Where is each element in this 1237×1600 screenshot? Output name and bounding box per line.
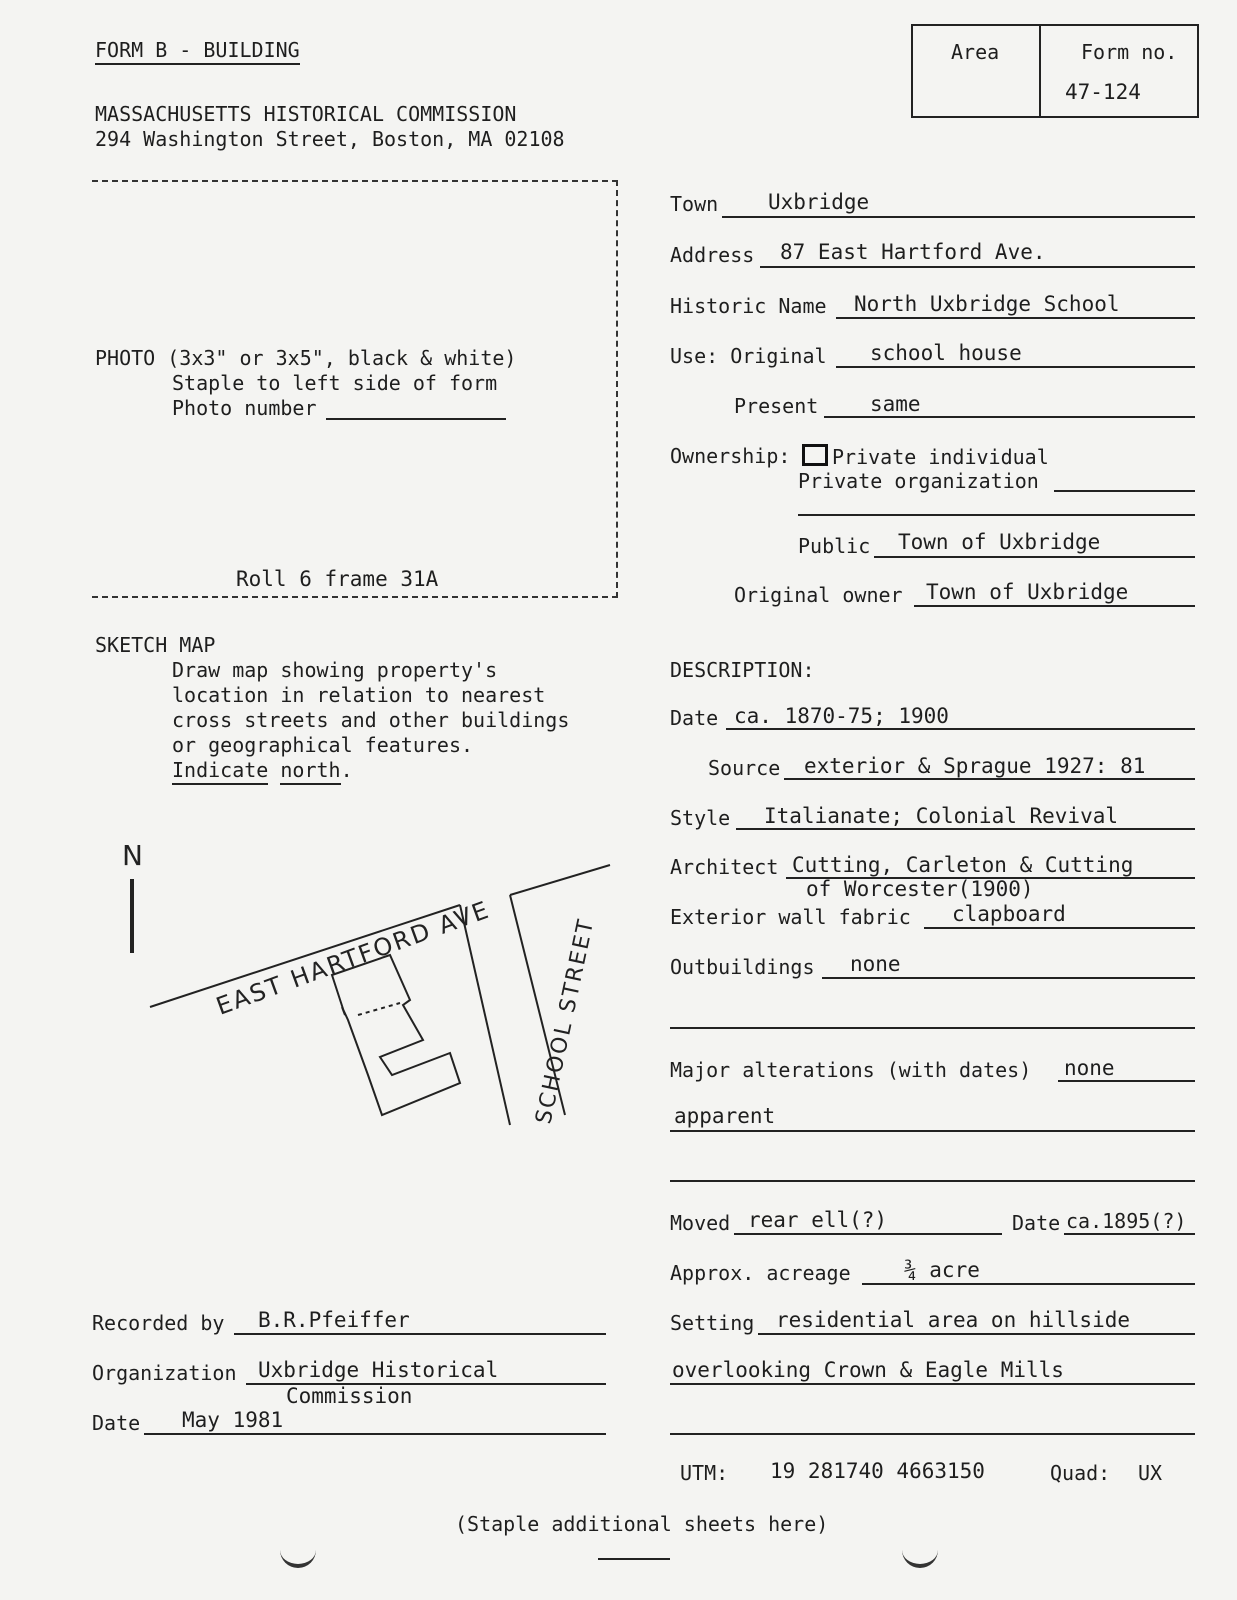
outbuildings-line-2 — [670, 1027, 1195, 1029]
original-owner-value[interactable]: Town of Uxbridge — [926, 580, 1129, 604]
private-individual-label: Private individual — [832, 445, 1049, 469]
utm-label: UTM: — [680, 1461, 729, 1485]
building-footprint — [332, 955, 460, 1115]
moved-date-value[interactable]: ca.1895(?) — [1066, 1209, 1187, 1233]
photo-instructions: PHOTO (3x3" or 3x5", black & white) — [95, 346, 517, 370]
roll-frame-note: Roll 6 frame 31A — [236, 567, 439, 591]
alterations-label: Major alterations (with dates) — [670, 1058, 1032, 1082]
recorder-date-value[interactable]: May 1981 — [182, 1408, 284, 1432]
original-owner-line — [914, 605, 1195, 607]
date-label: Date — [670, 706, 719, 730]
public-label: Public — [798, 534, 871, 558]
outbuildings-line — [822, 977, 1195, 979]
organization-label: Organization — [92, 1361, 237, 1385]
outbuildings-label: Outbuildings — [670, 955, 815, 979]
alterations-value[interactable]: none — [1064, 1056, 1115, 1080]
setting-line-3 — [670, 1433, 1195, 1435]
school-street-label: SCHOOL STREET — [531, 915, 600, 1127]
recorded-by-label: Recorded by — [92, 1311, 225, 1335]
original-owner-label: Original owner — [734, 583, 903, 607]
architect-label: Architect — [670, 855, 779, 879]
form-no-value[interactable]: 47-124 — [1065, 80, 1141, 104]
recorded-by-line — [234, 1333, 606, 1335]
commission-address: 294 Washington Street, Boston, MA 02108 — [95, 127, 565, 151]
public-value[interactable]: Town of Uxbridge — [898, 530, 1101, 554]
school-street-west-edge — [460, 905, 510, 1125]
description-heading: DESCRIPTION: — [670, 658, 815, 682]
present-line — [824, 416, 1195, 418]
photo-staple-note: Staple to left side of form — [172, 371, 498, 395]
source-value[interactable]: exterior & Sprague 1927: 81 — [804, 754, 1146, 778]
present-label: Present — [734, 394, 819, 418]
indicate-word: Indicate — [172, 758, 268, 785]
footer-rule — [598, 1558, 670, 1560]
moved-label: Moved — [670, 1211, 731, 1235]
area-form-box — [911, 24, 1199, 118]
private-org-line-2 — [798, 514, 1195, 516]
address-line — [760, 266, 1195, 268]
town-label: Town — [670, 192, 719, 216]
private-individual-option[interactable] — [802, 444, 1049, 469]
ownership-label: Ownership: — [670, 444, 791, 468]
setting-line — [758, 1333, 1195, 1335]
photo-number-label: Photo number — [172, 396, 317, 420]
date-line — [726, 728, 1195, 730]
architect-value-line2[interactable]: of Worcester(1900) — [806, 877, 1034, 901]
form-title: FORM B - BUILDING — [95, 38, 300, 65]
acreage-label: Approx. acreage — [670, 1261, 851, 1285]
form-no-label: Form no. — [1081, 40, 1178, 64]
private-org-label: Private organization — [798, 469, 1039, 493]
commission-name: MASSACHUSETTS HISTORICAL COMMISSION — [95, 102, 517, 126]
staple-note: (Staple additional sheets here) — [455, 1512, 829, 1536]
outbuildings-value[interactable]: none — [850, 952, 901, 976]
sketch-instruction-1: Draw map showing property's — [172, 658, 498, 682]
private-org-line — [1054, 490, 1195, 492]
historic-name-line — [836, 317, 1195, 319]
address-label: Address — [670, 243, 755, 267]
alterations-line-3 — [670, 1180, 1195, 1182]
staple-mark-left — [280, 1528, 316, 1568]
setting-label: Setting — [670, 1311, 755, 1335]
sketch-instruction-3: cross streets and other buildings — [172, 708, 570, 732]
wall-fabric-line — [924, 927, 1195, 929]
sketch-indicate-north — [172, 758, 353, 782]
wall-fabric-label: Exterior wall fabric — [670, 905, 911, 929]
sketch-map-title: SKETCH MAP — [95, 633, 216, 657]
use-original-line — [836, 366, 1195, 368]
moved-date-label: Date — [1012, 1211, 1061, 1235]
setting-value-line2[interactable]: overlooking Crown & Eagle Mills — [672, 1358, 1064, 1382]
staple-mark-right — [902, 1528, 938, 1568]
sketch-instruction-2: location in relation to nearest — [172, 683, 546, 707]
public-line — [874, 556, 1195, 558]
address-value[interactable]: 87 East Hartford Ave. — [780, 240, 1046, 264]
historic-name-label: Historic Name — [670, 294, 827, 318]
source-line — [784, 778, 1195, 780]
alterations-line-2 — [670, 1130, 1195, 1132]
private-individual-checkbox[interactable] — [802, 444, 828, 466]
east-hartford-ave-label: EAST HARTFORD AVE — [212, 895, 494, 1021]
moved-value[interactable]: rear ell(?) — [748, 1208, 888, 1232]
town-value[interactable]: Uxbridge — [768, 190, 870, 214]
area-box-divider — [1039, 26, 1041, 116]
utm-value[interactable]: 19 281740 4663150 — [770, 1459, 985, 1483]
town-line — [722, 216, 1195, 218]
acreage-value[interactable]: ¾ acre — [904, 1258, 980, 1282]
area-label: Area — [951, 40, 1000, 64]
style-label: Style — [670, 806, 731, 830]
source-label: Source — [708, 756, 781, 780]
style-value[interactable]: Italianate; Colonial Revival — [764, 804, 1119, 828]
east-hartford-ave-edge-east — [510, 865, 610, 895]
north-letter: N — [122, 839, 143, 872]
moved-line — [734, 1233, 1002, 1235]
recorder-date-label: Date — [92, 1411, 141, 1435]
quad-value[interactable]: UX — [1138, 1461, 1163, 1485]
moved-date-line — [1064, 1233, 1195, 1235]
date-value[interactable]: ca. 1870-75; 1900 — [734, 704, 949, 728]
organization-value-line2[interactable]: Commission — [286, 1384, 413, 1408]
acreage-line — [862, 1283, 1195, 1285]
sketch-instruction-4: or geographical features. — [172, 733, 474, 757]
sentence-period: . — [340, 758, 353, 782]
alterations-line — [1058, 1080, 1195, 1082]
use-original-label: Use: Original — [670, 344, 827, 368]
recorder-date-line — [144, 1433, 606, 1435]
wall-fabric-value[interactable]: clapboard — [952, 902, 1066, 926]
setting-value[interactable]: residential area on hillside — [776, 1308, 1131, 1332]
north-word: north — [280, 758, 340, 785]
sketch-map-drawing — [120, 835, 640, 1165]
quad-label: Quad: — [1050, 1461, 1111, 1485]
architect-value[interactable]: Cutting, Carleton & Cutting — [792, 853, 1134, 877]
present-value[interactable]: same — [870, 392, 921, 416]
photo-number-line — [326, 418, 506, 420]
footprint-division — [358, 1003, 400, 1015]
recorded-by-value[interactable]: B.R.Pfeiffer — [258, 1308, 410, 1332]
style-line — [736, 828, 1195, 830]
setting-line-2 — [670, 1383, 1195, 1385]
use-original-value[interactable]: school house — [870, 341, 1022, 365]
organization-value[interactable]: Uxbridge Historical — [258, 1358, 499, 1382]
alterations-value-line2[interactable]: apparent — [674, 1104, 776, 1128]
historic-name-value[interactable]: North Uxbridge School — [854, 292, 1120, 316]
